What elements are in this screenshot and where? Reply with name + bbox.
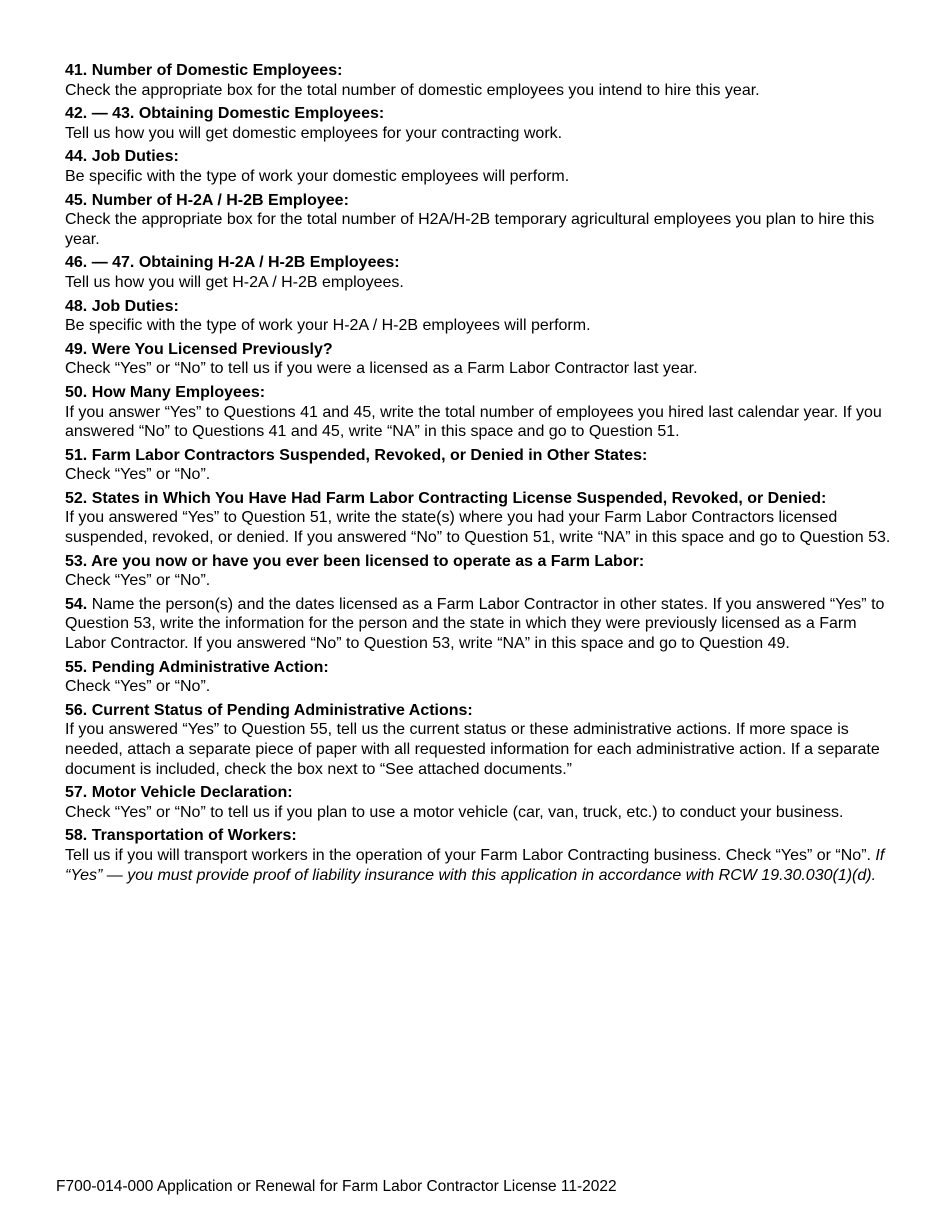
item-51 [65, 446, 895, 485]
item-56 [65, 701, 895, 779]
item-heading: 58. Transportation of Workers: [65, 827, 297, 845]
item-52 [65, 489, 895, 548]
item-text: Tell us how you will get H-2A / H-2B employees. [65, 273, 404, 291]
form-footer: F700-014-000 Application or Renewal for Farm Labor Contractor License 11-2022 [56, 1178, 617, 1195]
item-50 [65, 383, 895, 442]
item-heading: 56. Current Status of Pending Administrative Actions: [65, 701, 473, 719]
item-45 [65, 191, 895, 250]
item-text: Name the person(s) and the dates licensed as a Farm Labor Contractor in other states. If you answered “Yes” to Question 53, write the information for the person and the state in which they were previously licensed as a Farm Labor Contractor. If you answered “No” to Question 53, write “NA” in this space and go to Question 49. [65, 595, 885, 653]
item-heading: 48. Job Duties: [65, 297, 179, 315]
item-text: Check the appropriate box for the total number of H2A/H-2B temporary agricultural employees you plan to hire this year. [65, 211, 875, 248]
item-58 [65, 826, 895, 885]
item-text: Check “Yes” or “No” to tell us if you plan to use a motor vehicle (car, van, truck, etc.) to conduct your business. [65, 803, 844, 821]
item-49 [65, 340, 895, 379]
item-57 [65, 783, 895, 822]
item-text: If you answer “Yes” to Questions 41 and 45, write the total number of employees you hired last calendar year. If you answered “No” to Questions 41 and 45, write “NA” in this space and go to Question 51. [65, 403, 882, 441]
item-heading: 52. States in Which You Have Had Farm Labor Contracting License Suspended, Revoked, or Denied: [65, 489, 827, 507]
item-heading: 41. Number of Domestic Employees: [65, 62, 343, 79]
item-heading: 44. Job Duties: [65, 148, 179, 166]
item-53 [65, 552, 895, 591]
item-text: Check “Yes” or “No”. [65, 466, 211, 484]
item-text-block [65, 846, 895, 885]
item-heading: 46. — 47. Obtaining H-2A / H-2B Employees: [65, 254, 400, 272]
item-41 [65, 61, 895, 100]
item-text: Check “Yes” or “No”. [65, 678, 211, 696]
item-heading: 45. Number of H-2A / H-2B Employee: [65, 191, 349, 209]
item-italic-note: If “Yes” — you must provide proof of liability insurance with this application in accordance with RCW 19.30.030(1)(d). [65, 846, 885, 884]
item-number: 54. [65, 595, 88, 613]
item-heading: 55. Pending Administrative Action: [65, 658, 329, 676]
item-text: Be specific with the type of work your H-2A / H-2B employees will perform. [65, 317, 591, 335]
item-55 [65, 658, 895, 697]
item-heading: 53. Are you now or have you ever been licensed to operate as a Farm Labor: [65, 552, 645, 570]
item-text: If you answered “Yes” to Question 51, write the state(s) where you had your Farm Labor Contractors licensed suspended, revoked, or denied. If you answered “No” to Question 51, write “NA” in this space and go to Question 53. [65, 509, 891, 547]
item-heading: 57. Motor Vehicle Declaration: [65, 784, 293, 802]
item-heading: 49. Were You Licensed Previously? [65, 340, 333, 358]
item-44 [65, 147, 895, 186]
item-text: Be specific with the type of work your domestic employees will perform. [65, 167, 570, 185]
item-42-43 [65, 104, 895, 143]
item-text: Check “Yes” or “No”. [65, 572, 211, 590]
item-text: Check the appropriate box for the total number of domestic employees you intend to hire this year. [65, 81, 760, 99]
item-54 [65, 595, 895, 654]
item-text: Tell us how you will get domestic employees for your contracting work. [65, 124, 563, 142]
item-48 [65, 297, 895, 336]
item-text: Tell us if you will transport workers in the operation of your Farm Labor Contracting business. Check “Yes” or “No”. [65, 846, 876, 864]
item-heading: 51. Farm Labor Contractors Suspended, Revoked, or Denied in Other States: [65, 446, 648, 464]
item-text: If you answered “Yes” to Question 55, tell us the current status or these administrative actions. If more space is needed, attach a separate piece of paper with all requested information for each administrative action. If a separate document is included, check the box next to “See attached documents.” [65, 721, 880, 778]
instructions-page [65, 61, 895, 889]
item-text: Check “Yes” or “No” to tell us if you were a licensed as a Farm Labor Contractor last year. [65, 360, 698, 378]
item-heading: 42. — 43. Obtaining Domestic Employees: [65, 105, 385, 123]
item-heading: 50. How Many Employees: [65, 383, 266, 401]
item-46-47 [65, 253, 895, 292]
